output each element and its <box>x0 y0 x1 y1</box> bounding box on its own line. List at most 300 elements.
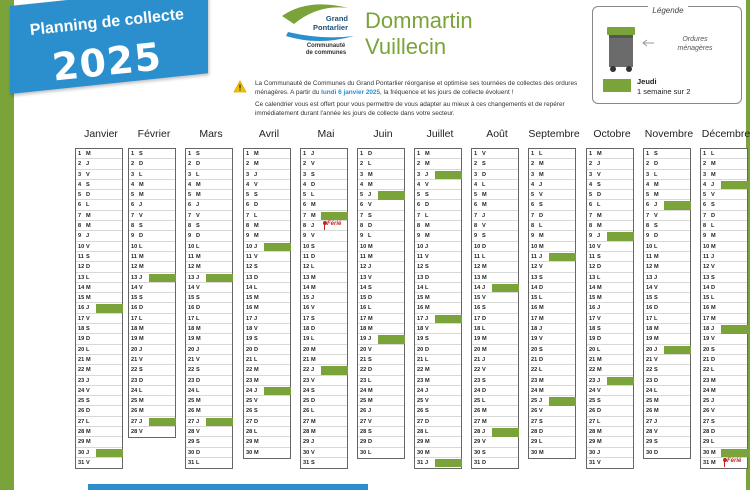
day-letter: S <box>597 398 601 405</box>
day-number: 19 <box>646 336 653 343</box>
day-number: 2 <box>188 161 192 168</box>
day-row <box>701 242 747 252</box>
day-row <box>415 458 461 468</box>
day-number: 4 <box>589 181 593 188</box>
day-row <box>472 221 518 231</box>
day-letter: V <box>196 284 200 291</box>
day-number: 14 <box>188 284 195 291</box>
day-letter: M <box>597 284 602 291</box>
day-letter: S <box>539 346 543 353</box>
day-row <box>701 190 747 200</box>
day-letter: M <box>539 449 544 456</box>
day-number: 11 <box>246 253 252 260</box>
day-number: 27 <box>131 418 138 425</box>
day-letter: S <box>482 161 486 168</box>
day-row <box>358 221 404 231</box>
day-letter: M <box>196 336 201 343</box>
day-letter: D <box>597 192 602 199</box>
day-number: 8 <box>246 223 250 230</box>
day-letter: M <box>254 449 259 456</box>
day-letter: D <box>196 233 201 240</box>
day-number: 8 <box>78 223 82 230</box>
day-number: 29 <box>589 439 596 446</box>
day-row <box>129 200 175 210</box>
day-letter: S <box>368 356 372 363</box>
day-number: 28 <box>246 429 253 436</box>
day-letter: J <box>311 367 315 374</box>
day-letter: S <box>254 336 258 343</box>
day-number: 20 <box>246 346 253 353</box>
day-row <box>301 417 347 427</box>
collection-day-marker <box>435 171 462 180</box>
day-number: 25 <box>531 398 538 405</box>
day-letter: D <box>139 305 144 312</box>
day-row <box>644 406 690 416</box>
day-number: 27 <box>589 418 596 425</box>
day-letter: S <box>311 171 315 178</box>
day-letter: M <box>368 253 373 260</box>
day-row <box>186 314 232 324</box>
day-letter: S <box>539 202 543 209</box>
day-number: 6 <box>531 202 535 209</box>
day-letter: J <box>196 346 200 353</box>
day-row <box>644 345 690 355</box>
day-row <box>587 427 633 437</box>
day-number: 5 <box>417 192 421 199</box>
day-number: 22 <box>303 367 310 374</box>
day-row <box>472 170 518 180</box>
day-letter: V <box>539 264 543 271</box>
day-row <box>244 159 290 169</box>
day-letter: V <box>711 192 715 199</box>
day-letter: J <box>425 171 429 178</box>
day-letter: M <box>196 181 201 188</box>
day-number: 28 <box>474 429 481 436</box>
day-number: 2 <box>703 161 707 168</box>
day-row <box>129 211 175 221</box>
info-text-b: , la fréquence et les jours de collecte évoluent ! <box>380 88 514 96</box>
day-number: 17 <box>131 315 138 322</box>
day-number: 3 <box>531 171 535 178</box>
day-number: 15 <box>417 295 424 302</box>
day-letter: M <box>425 233 430 240</box>
day-letter: S <box>654 439 658 446</box>
day-number: 12 <box>589 264 596 271</box>
day-row <box>587 180 633 190</box>
day-row <box>358 365 404 375</box>
day-number: 7 <box>417 212 421 219</box>
day-letter: D <box>196 161 201 168</box>
day-number: 7 <box>131 212 135 219</box>
day-letter: V <box>482 439 486 446</box>
day-row <box>186 406 232 416</box>
day-row <box>644 262 690 272</box>
day-number: 4 <box>303 181 307 188</box>
day-row <box>701 355 747 365</box>
day-row <box>415 180 461 190</box>
day-letter: J <box>196 274 200 281</box>
day-letter: D <box>597 408 602 415</box>
day-row <box>76 365 122 375</box>
day-letter: S <box>311 243 315 250</box>
day-letter: S <box>654 151 658 157</box>
day-row <box>186 417 232 427</box>
day-number: 9 <box>78 233 82 240</box>
day-number: 5 <box>703 192 707 199</box>
day-number: 12 <box>703 264 710 271</box>
day-letter: M <box>539 233 544 240</box>
day-letter: V <box>311 305 315 312</box>
day-letter: L <box>482 253 486 260</box>
day-row <box>76 242 122 252</box>
day-letter: V <box>196 429 200 436</box>
day-number: 16 <box>360 305 367 312</box>
day-number: 17 <box>360 315 367 322</box>
day-number: 21 <box>360 356 367 363</box>
day-row <box>415 170 461 180</box>
day-row <box>415 314 461 324</box>
day-row <box>76 170 122 180</box>
day-letter: L <box>711 151 715 157</box>
day-number: 13 <box>188 274 195 281</box>
day-number: 1 <box>246 151 250 157</box>
day-row <box>701 252 747 262</box>
collection-day-marker <box>264 387 291 396</box>
day-number: 28 <box>131 429 138 436</box>
day-number: 16 <box>303 305 310 312</box>
day-number: 5 <box>131 192 135 199</box>
day-number: 30 <box>646 449 653 456</box>
day-row <box>76 314 122 324</box>
day-number: 25 <box>78 398 85 405</box>
day-row <box>644 396 690 406</box>
collection-day-marker <box>321 212 348 221</box>
day-letter: D <box>254 274 259 281</box>
day-number: 30 <box>78 449 85 456</box>
day-row <box>244 252 290 262</box>
day-row <box>244 345 290 355</box>
day-letter: S <box>254 408 258 415</box>
day-row <box>76 303 122 313</box>
day-row <box>358 303 404 313</box>
day-row <box>587 283 633 293</box>
day-number: 23 <box>131 377 138 384</box>
day-letter: D <box>368 367 373 374</box>
collection-day-marker <box>549 253 576 262</box>
day-number: 26 <box>246 408 253 415</box>
day-number: 9 <box>646 233 650 240</box>
day-number: 4 <box>188 181 192 188</box>
day-number: 16 <box>188 305 195 312</box>
day-row <box>358 314 404 324</box>
day-number: 3 <box>360 171 364 178</box>
day-row <box>472 231 518 241</box>
day-letter: J <box>482 284 486 291</box>
day-number: 10 <box>531 243 538 250</box>
day-letter: D <box>654 305 659 312</box>
day-row <box>301 345 347 355</box>
day-row <box>129 242 175 252</box>
day-row <box>186 252 232 262</box>
day-number: 26 <box>589 408 596 415</box>
day-number: 24 <box>360 387 367 394</box>
day-number: 6 <box>703 202 707 209</box>
day-row <box>587 262 633 272</box>
day-number: 6 <box>131 202 135 209</box>
day-letter: M <box>539 387 544 394</box>
day-letter: S <box>368 284 372 291</box>
day-number: 13 <box>417 274 424 281</box>
day-number: 13 <box>703 274 710 281</box>
day-number: 1 <box>188 151 192 157</box>
day-row <box>244 242 290 252</box>
month-days-box <box>586 148 634 469</box>
day-row <box>415 211 461 221</box>
day-letter: L <box>368 449 372 456</box>
day-row <box>529 242 575 252</box>
day-row <box>587 355 633 365</box>
day-letter: S <box>196 151 200 157</box>
day-number: 2 <box>360 161 364 168</box>
day-letter: D <box>539 356 544 363</box>
day-letter: J <box>254 387 258 394</box>
day-row <box>301 273 347 283</box>
day-number: 10 <box>360 243 367 250</box>
day-letter: D <box>139 161 144 168</box>
day-letter: S <box>539 274 543 281</box>
day-number: 1 <box>589 151 593 157</box>
day-letter: J <box>425 315 429 322</box>
collection-day-marker <box>96 304 123 313</box>
day-number: 23 <box>188 377 195 384</box>
day-row <box>529 211 575 221</box>
day-row <box>472 324 518 334</box>
day-row <box>129 252 175 262</box>
day-row <box>701 283 747 293</box>
day-letter: M <box>139 408 144 415</box>
day-letter: M <box>654 408 659 415</box>
day-number: 23 <box>360 377 367 384</box>
day-letter: J <box>597 305 601 312</box>
day-row <box>301 355 347 365</box>
day-number: 21 <box>303 356 310 363</box>
collection-day-marker <box>149 418 176 427</box>
day-row <box>701 159 747 169</box>
day-row <box>76 159 122 169</box>
day-letter: V <box>597 171 601 178</box>
day-number: 23 <box>646 377 653 384</box>
day-row <box>358 386 404 396</box>
day-letter: D <box>482 459 487 466</box>
day-number: 9 <box>188 233 192 240</box>
day-letter: M <box>196 408 201 415</box>
day-number: 7 <box>646 212 650 219</box>
day-number: 2 <box>531 161 535 168</box>
day-number: 16 <box>646 305 653 312</box>
day-number: 18 <box>589 326 596 333</box>
day-number: 18 <box>131 326 138 333</box>
day-row <box>186 190 232 200</box>
day-letter: J <box>482 212 486 219</box>
day-number: 5 <box>188 192 192 199</box>
day-row <box>244 149 290 159</box>
day-row <box>301 252 347 262</box>
day-row <box>701 180 747 190</box>
day-letter: D <box>482 171 487 178</box>
day-number: 9 <box>246 233 250 240</box>
day-letter: L <box>654 243 658 250</box>
day-row <box>129 376 175 386</box>
day-letter: M <box>139 192 144 199</box>
day-number: 4 <box>531 181 535 188</box>
logo-text-pontarlier: Pontarlier <box>312 23 348 32</box>
day-row <box>76 149 122 159</box>
collection-day-marker <box>607 377 634 386</box>
day-letter: V <box>482 295 486 302</box>
day-letter: V <box>654 356 658 363</box>
day-number: 6 <box>303 202 307 209</box>
day-number: 18 <box>188 326 195 333</box>
day-number: 28 <box>589 429 596 436</box>
day-number: 27 <box>531 418 538 425</box>
day-row <box>186 345 232 355</box>
day-row <box>358 324 404 334</box>
month-name: Juin <box>373 128 393 140</box>
day-number: 24 <box>646 387 653 394</box>
day-letter: L <box>597 274 601 281</box>
day-row <box>587 396 633 406</box>
day-row <box>701 211 747 221</box>
day-row <box>529 376 575 386</box>
day-number: 19 <box>303 336 310 343</box>
day-row <box>587 376 633 386</box>
day-letter: D <box>254 202 259 209</box>
day-letter: L <box>368 233 372 240</box>
day-letter: M <box>711 233 716 240</box>
day-row <box>644 180 690 190</box>
day-letter: V <box>86 243 90 250</box>
day-row <box>358 406 404 416</box>
info-text-a: La Communauté de Communes du Grand Pontarlier réorganise et optimise ses tournées de collectes des ordures ménagères. A partir du <box>255 80 578 96</box>
day-number: 12 <box>646 264 653 271</box>
day-row <box>529 334 575 344</box>
day-row <box>415 427 461 437</box>
day-row <box>529 283 575 293</box>
day-letter: J <box>539 181 543 188</box>
day-letter: M <box>368 315 373 322</box>
day-row <box>301 365 347 375</box>
day-letter: M <box>86 284 91 291</box>
day-row <box>587 293 633 303</box>
day-letter: J <box>425 387 429 394</box>
day-letter: V <box>425 398 429 405</box>
day-number: 28 <box>188 429 195 436</box>
day-row <box>701 365 747 375</box>
day-number: 27 <box>188 418 195 425</box>
day-letter: V <box>139 429 143 436</box>
day-letter: M <box>368 181 373 188</box>
day-number: 6 <box>417 202 421 209</box>
day-letter: J <box>711 253 715 260</box>
day-number: 12 <box>78 264 85 271</box>
day-row <box>186 355 232 365</box>
day-number: 11 <box>474 253 480 260</box>
day-row <box>472 293 518 303</box>
day-letter: V <box>86 459 90 466</box>
day-row <box>701 376 747 386</box>
collection-day-marker <box>435 459 462 468</box>
day-row <box>701 262 747 272</box>
day-row <box>244 427 290 437</box>
day-row <box>301 303 347 313</box>
day-letter: M <box>597 151 602 157</box>
day-row <box>644 231 690 241</box>
day-letter: M <box>539 315 544 322</box>
day-number: 2 <box>131 161 135 168</box>
day-number: 11 <box>417 253 423 260</box>
day-number: 28 <box>703 429 710 436</box>
day-letter: V <box>597 243 601 250</box>
day-letter: V <box>254 181 258 188</box>
day-number: 20 <box>360 346 367 353</box>
day-number: 18 <box>303 326 310 333</box>
day-number: 25 <box>646 398 653 405</box>
day-number: 29 <box>474 439 481 446</box>
day-letter: L <box>196 171 200 178</box>
day-number: 5 <box>474 192 478 199</box>
day-row <box>244 211 290 221</box>
day-row <box>529 314 575 324</box>
day-row <box>76 417 122 427</box>
day-letter: M <box>482 346 487 353</box>
day-number: 9 <box>417 233 421 240</box>
day-letter: M <box>539 171 544 178</box>
legend-box <box>592 6 742 104</box>
day-row <box>358 376 404 386</box>
day-letter: M <box>597 439 602 446</box>
day-letter: M <box>368 387 373 394</box>
day-number: 5 <box>246 192 250 199</box>
day-letter: L <box>139 243 143 250</box>
day-row <box>701 149 747 159</box>
day-number: 11 <box>78 253 84 260</box>
day-number: 3 <box>703 171 707 178</box>
day-row <box>472 303 518 313</box>
day-row <box>529 448 575 458</box>
day-letter: J <box>254 243 258 250</box>
day-row <box>415 293 461 303</box>
day-row <box>301 200 347 210</box>
day-number: 10 <box>246 243 253 250</box>
day-number: 5 <box>589 192 593 199</box>
day-number: 14 <box>703 284 710 291</box>
info-highlight-date: lundi 6 janvier 2025 <box>321 88 381 96</box>
day-row <box>472 376 518 386</box>
day-number: 13 <box>589 274 596 281</box>
day-letter: S <box>368 212 372 219</box>
day-number: 26 <box>417 408 424 415</box>
day-letter: M <box>368 326 373 333</box>
day-row <box>644 448 690 458</box>
day-number: 7 <box>589 212 593 219</box>
day-number: 27 <box>646 418 653 425</box>
day-number: 31 <box>589 459 596 466</box>
day-row <box>587 190 633 200</box>
day-letter: V <box>597 387 601 394</box>
day-row <box>472 334 518 344</box>
day-row <box>301 314 347 324</box>
day-letter: M <box>597 367 602 374</box>
